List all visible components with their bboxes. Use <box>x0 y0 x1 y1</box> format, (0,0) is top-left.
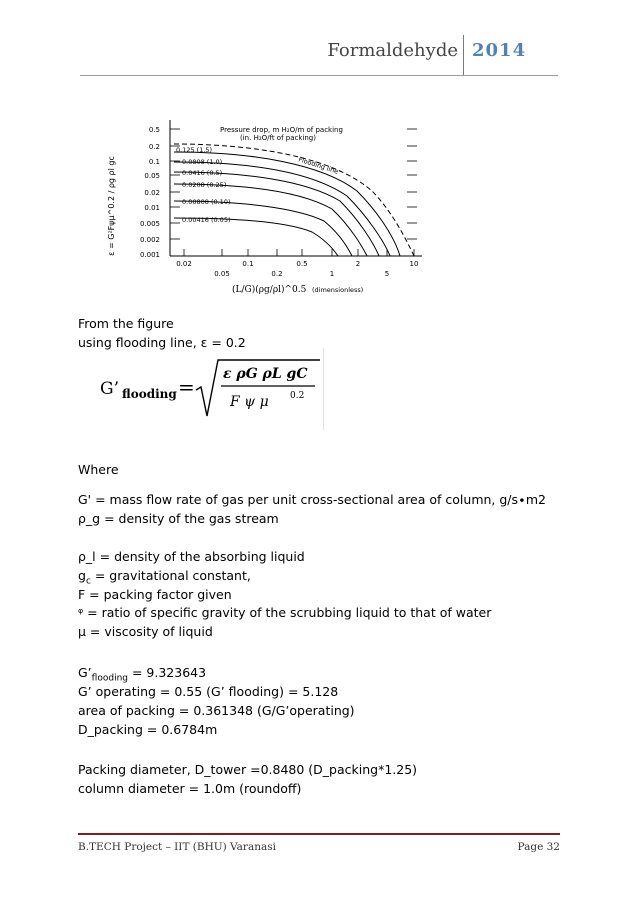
x-axis-label: (L/G)(ρg/ρl)^0.5 <box>232 285 307 295</box>
svg-text:flooding: flooding <box>122 387 177 401</box>
x-tick-label: 0.1 <box>242 260 254 268</box>
formula-separator <box>323 348 324 430</box>
header-rule <box>80 75 558 76</box>
g-operating-value: G’ operating = 0.55 (G’ flooding) = 5.128 <box>78 684 339 699</box>
d-packing-value: D_packing = 0.6784m <box>78 722 218 737</box>
area-packing-value: area of packing = 0.361348 (G/G’operating) <box>78 703 355 718</box>
svg-text:G’: G’ <box>100 379 119 399</box>
pressure-drop-figure <box>102 106 444 306</box>
column-diameter-value: column diameter = 1.0m (roundoff) <box>78 781 302 796</box>
svg-text:=: = <box>178 375 195 399</box>
svg-text:ε ρG ρL gC: ε ρG ρL gC <box>223 366 308 382</box>
where-label: Where <box>78 462 119 477</box>
y-tick-label: 0.005 <box>139 220 160 228</box>
figure-caption: Pressure drop, m H₂O/m of packing <box>220 126 343 134</box>
x-tick-label: 0.05 <box>214 270 230 278</box>
x-tick-label: 0.02 <box>176 260 192 268</box>
dimensionless-label: (dimensionless) <box>312 286 364 294</box>
x-tick-label: 0.2 <box>271 270 283 278</box>
definition-F: F = packing factor given <box>78 587 232 602</box>
packing-diameter-value: Packing diameter, D_tower =0.8480 (D_packing*1.25) <box>78 762 418 777</box>
curve-label: 0.00808 (0.10) <box>182 198 231 206</box>
x-tick-label: 5 <box>384 270 390 278</box>
y-tick-label: 0.05 <box>144 172 160 180</box>
y-axis-label: ε = G²Fψμ^0.2 / ρg ρl gc <box>107 156 116 256</box>
document-year: 2014 <box>472 40 527 61</box>
definition-G: G' = mass flow rate of gas per unit cross-sectional area of column, g/s∙m2 <box>78 492 546 507</box>
from-figure-text: From the figure <box>78 316 174 331</box>
y-tick-label: 0.5 <box>148 126 160 134</box>
pressure-curve <box>174 201 352 256</box>
definition-mu: μ = viscosity of liquid <box>78 624 213 639</box>
svg-text:0.2: 0.2 <box>290 391 305 401</box>
definition-gc: $g_c$ = gravitational constant, <box>78 568 251 587</box>
footer-project: B.TECH Project – IIT (BHU) Varanasi <box>78 841 276 853</box>
flooding-line-label: Flooding line <box>297 155 340 176</box>
definition-psi: ᵠ = ratio of specific gravity of the scrubbing liquid to that of water <box>78 605 492 620</box>
flooding-line-text: using flooding line, ε = 0.2 <box>78 335 246 350</box>
curve-label: 0.0208 (0.25) <box>182 181 227 189</box>
curve-label: 0.00416 (0.05) <box>182 216 231 224</box>
curve-label: 0.0808 (1.0) <box>182 158 223 166</box>
y-tick-label: 0.02 <box>144 189 160 197</box>
curve-label: 0.125 (1.5) <box>176 146 213 154</box>
definition-rho-g: ρ_g = density of the gas stream <box>78 511 279 526</box>
definition-rho-l: ρ_l = density of the absorbing liquid <box>78 549 305 564</box>
curve-label: 0.0416 (0.5) <box>182 169 223 177</box>
y-tick-label: 0.001 <box>139 251 160 259</box>
x-tick-label: 10 <box>409 260 419 268</box>
document-title: Formaldehyde <box>327 40 458 61</box>
svg-text:F ψ μ: F ψ μ <box>230 394 269 410</box>
x-tick-label: 2 <box>355 260 361 268</box>
y-tick-label: 0.002 <box>139 236 160 244</box>
figure-caption: (in. H₂O/ft of packing) <box>240 134 316 142</box>
x-tick-label: 0.5 <box>296 260 308 268</box>
y-tick-label: 0.01 <box>144 204 160 212</box>
page-number: Page 32 <box>517 841 560 853</box>
g-flooding-value: $G’_{flooding} = 9.323643$ <box>78 665 207 684</box>
x-tick-label: 1 <box>329 270 335 278</box>
y-tick-label: 0.2 <box>148 143 160 151</box>
flooding-formula <box>100 348 325 428</box>
y-tick-label: 0.1 <box>148 158 160 166</box>
footer-rule <box>78 833 560 835</box>
header-separator <box>463 35 464 75</box>
